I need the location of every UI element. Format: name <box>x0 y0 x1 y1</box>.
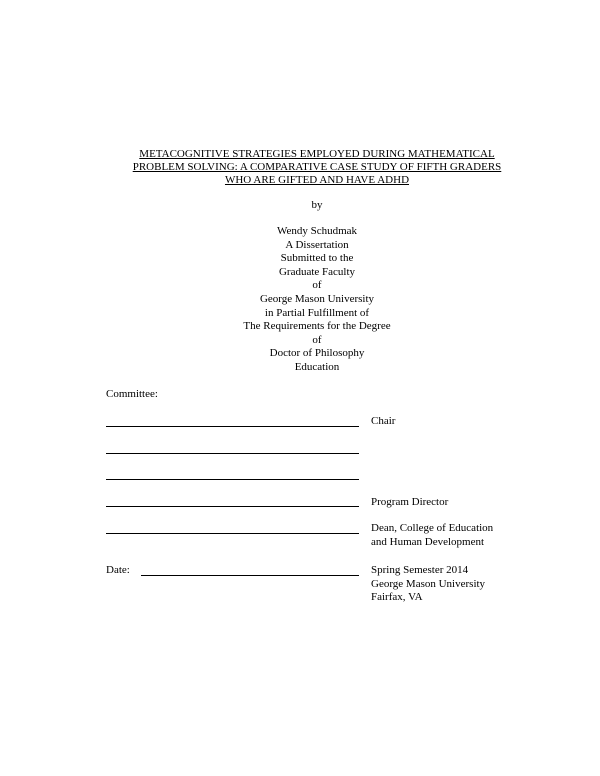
author-name: Wendy Schudmak <box>276 225 358 237</box>
dean-label-line-2: and Human Development <box>371 536 485 548</box>
document-type: A Dissertation <box>285 238 349 251</box>
submission-line: Submitted to the <box>280 252 354 265</box>
dean-label-line-1: Dean, College of Education <box>371 522 494 534</box>
member-signature-line-1 <box>106 453 359 454</box>
committee-label: Committee: <box>106 388 158 400</box>
chair-label: Chair <box>371 415 396 427</box>
date-signature-line <box>141 575 359 576</box>
field-line: Education <box>294 360 340 373</box>
fulfillment-line: in Partial Fulfillment of <box>264 306 370 319</box>
date-label: Date: <box>106 564 130 576</box>
title-line-2: PROBLEM SOLVING: A COMPARATIVE CASE STUDY OF FIFTH GRADERS <box>132 161 502 173</box>
member-signature-line-2 <box>106 479 359 480</box>
title-line-1: METACOGNITIVE STRATEGIES EMPLOYED DURING MATHEMATICAL <box>139 148 495 160</box>
of-line-2: of <box>312 333 322 346</box>
university-line: George Mason University <box>259 292 375 305</box>
semester-text: Spring Semester 2014 <box>371 564 469 576</box>
location-text: Fairfax, VA <box>371 591 423 603</box>
program-director-signature-line <box>106 506 359 507</box>
author-block <box>100 225 534 375</box>
chair-signature-line <box>106 426 359 427</box>
dean-signature-line <box>106 533 359 534</box>
requirements-line: The Requirements for the Degree <box>243 320 391 333</box>
title-line-3: WHO ARE GIFTED AND HAVE ADHD <box>224 174 410 186</box>
university-text: George Mason University <box>371 578 486 590</box>
dissertation-title <box>100 148 534 187</box>
program-director-label: Program Director <box>371 496 449 508</box>
of-line-1: of <box>312 279 322 292</box>
by-text: by <box>311 199 323 211</box>
degree-line: Doctor of Philosophy <box>269 347 365 360</box>
faculty-line: Graduate Faculty <box>278 265 356 278</box>
